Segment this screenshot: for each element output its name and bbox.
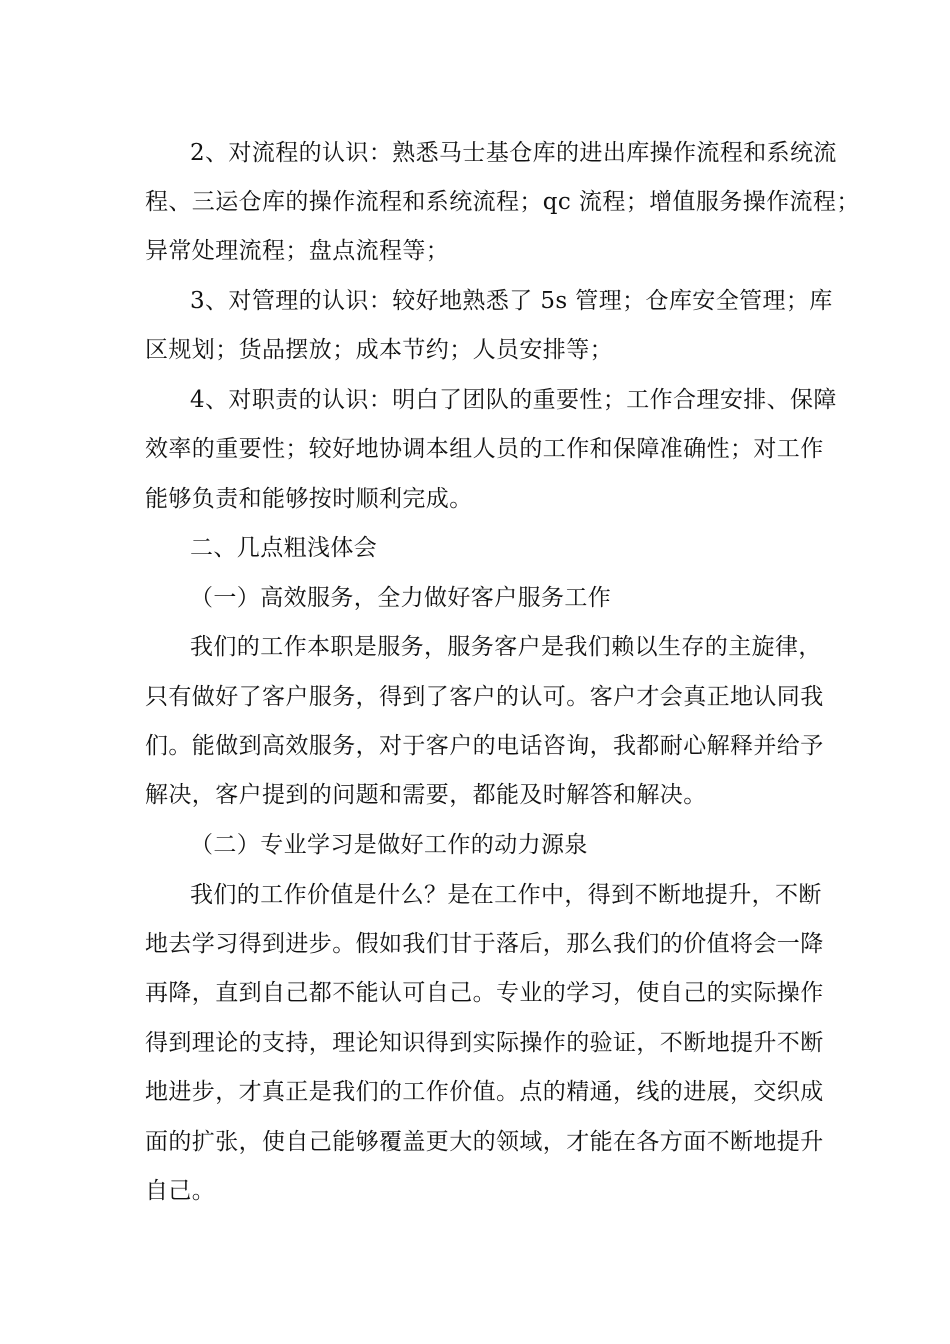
text-line: 再降，直到自己都不能认可自己。专业的学习，使自己的实际操作: [145, 980, 824, 1006]
section-heading: 二、几点粗浅体会: [190, 535, 378, 561]
text-line: 4、对职责的认识：明白了团队的重要性；工作合理安排、保障: [190, 387, 837, 413]
text-line: 异常处理流程；盘点流程等；: [145, 238, 450, 264]
text-line: 效率的重要性；较好地协调本组人员的工作和保障准确性；对工作: [145, 436, 824, 462]
text-line: 得到理论的支持，理论知识得到实际操作的验证，不断地提升不断: [145, 1030, 824, 1056]
text-line: 程、三运仓库的操作流程和系统流程；qc 流程；增值服务操作流程；: [145, 189, 860, 215]
text-line: 地去学习得到进步。假如我们甘于落后，那么我们的价值将会一降: [145, 931, 824, 957]
text-line: 面的扩张，使自己能够覆盖更大的领域，才能在各方面不断地提升: [145, 1129, 824, 1155]
text-line: 我们的工作本职是服务，服务客户是我们赖以生存的主旋律，: [190, 634, 822, 660]
text-line: 区规划；货品摆放；成本节约；人员安排等；: [145, 337, 613, 363]
text-line: 自己。: [145, 1178, 216, 1204]
text-line: 解决，客户提到的问题和需要，都能及时解答和解决。: [145, 782, 707, 808]
text-line: 只有做好了客户服务，得到了客户的认可。客户才会真正地认同我: [145, 684, 824, 710]
text-line: 地进步，才真正是我们的工作价值。点的精通，线的进展，交织成: [145, 1079, 824, 1105]
text-line: 2、对流程的认识：熟悉马士基仓库的进出库操作流程和系统流: [190, 140, 837, 166]
text-line: 能够负责和能够按时顺利完成。: [145, 486, 473, 512]
text-line: 们。能做到高效服务，对于客户的电话咨询，我都耐心解释并给予: [145, 733, 824, 759]
text-line: 我们的工作价值是什么？是在工作中，得到不断地提升，不断: [190, 882, 822, 908]
subsection-heading: （一）高效服务，全力做好客户服务工作: [190, 585, 612, 611]
text-line: 3、对管理的认识：较好地熟悉了 5s 管理；仓库安全管理；库: [190, 288, 833, 314]
subsection-heading: （二）专业学习是做好工作的动力源泉: [190, 832, 588, 858]
